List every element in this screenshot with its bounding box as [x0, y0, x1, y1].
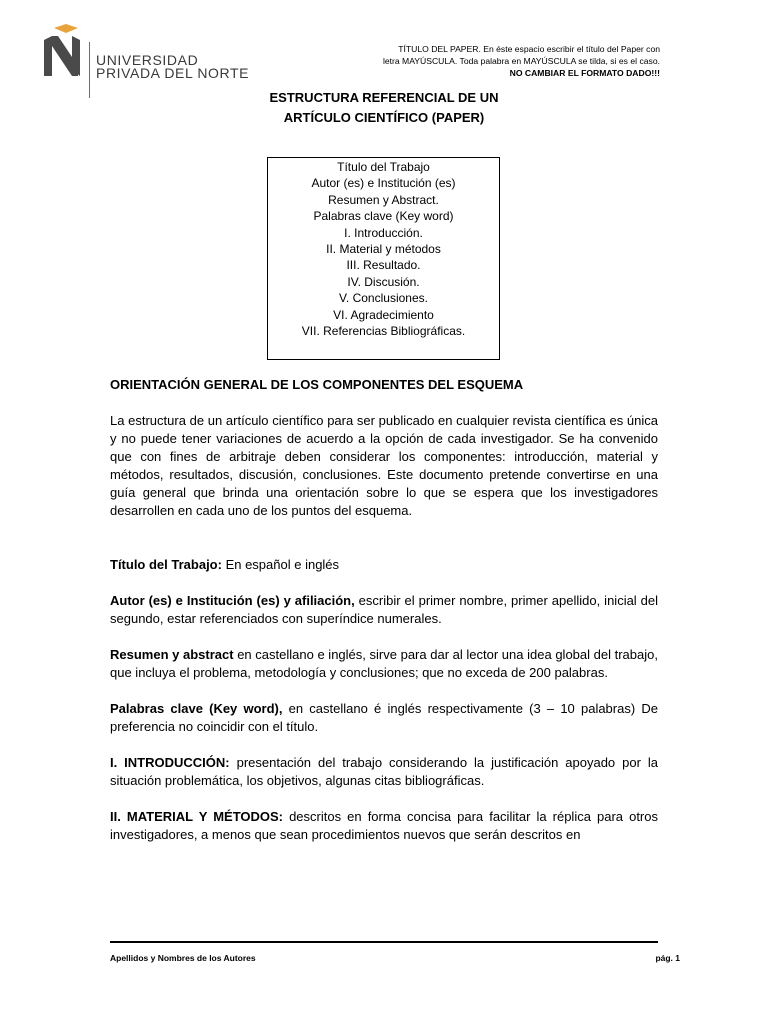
item-text: en castellano é inglés respectivamente (3 – 10 palabras) De preferencia no coincidir con el título.: [110, 701, 658, 734]
item-text: En español e inglés: [221, 557, 340, 572]
outline-item: II. Material y métodos: [326, 242, 441, 257]
upn-logo-icon: [40, 20, 88, 80]
item-paragraph: [110, 646, 658, 682]
item-paragraph: [110, 700, 658, 736]
outline-item: V. Conclusiones.: [339, 291, 428, 306]
item-label: Resumen y abstract: [110, 647, 234, 662]
item-label: Palabras clave (Key word),: [110, 701, 283, 716]
header-note-line-1: TÍTULO DEL PAPER. En éste espacio escribir el título del Paper con: [398, 44, 660, 54]
outline-item: VI. Agradecimiento: [333, 307, 434, 322]
item-paragraph: [110, 556, 658, 574]
body-content: [110, 376, 658, 862]
item-paragraph: [110, 808, 658, 844]
item-text: en castellano e inglés, sirve para dar al lector una idea global del trabajo, que incluya el problema, metodología y conclusiones; que no exceda de 200 palabras.: [110, 647, 658, 680]
outline-item: Palabras clave (Key word): [313, 209, 454, 224]
item-paragraph: [110, 754, 658, 790]
footer-divider: [110, 941, 658, 943]
logo-wordmark: [96, 54, 249, 80]
item-text: escribir el primer nombre, primer apellido, inicial del segundo, estar referenciados con superíndice numerales.: [110, 593, 658, 626]
intro-paragraph: La estructura de un artículo científico para ser publicado en cualquier revista científica es única y no puede tener variaciones de acuerdo a la opción de cada investigador. Se ha convenido que con fines de arbitraje deben considerar los componentes: introducción, material y métodos, resultados, discusión, conclusiones. Este documento pretende convertirse en una guía general que brinda una orientación sobre lo que se espera que los investigadores desarrollen en cada uno de los puntos del esquema.: [110, 413, 658, 518]
logo-line-2: PRIVADA DEL NORTE: [96, 65, 250, 81]
footer-authors: Apellidos y Nombres de los Autores: [110, 953, 256, 963]
item-label: Autor (es) e Institución (es) y afiliación,: [110, 593, 355, 608]
item-text: presentación del trabajo considerando la justificación apoyado por la situación problemática, los objetivos, algunas citas bibliográficas.: [110, 755, 658, 788]
item-label: Título del Trabajo:: [110, 557, 222, 572]
title-line-1: ESTRUCTURA REFERENCIAL DE UN: [269, 90, 499, 105]
title-line-2: ARTÍCULO CIENTÍFICO (PAPER): [283, 110, 485, 125]
outline-box: [267, 157, 500, 360]
item-text: descritos en forma concisa para facilitar la réplica para otros investigadores, a menos que sean procedimientos nuevos que serán descritos en: [110, 809, 658, 842]
header-note-line-2: letra MAYÚSCULA. Toda palabra en MAYÚSCULA se tilda, si es el caso.: [382, 56, 660, 66]
logo-divider: [89, 42, 90, 98]
outline-item: VII. Referencias Bibliográficas.: [301, 324, 466, 339]
page-number: pág. 1: [655, 953, 680, 963]
outline-item: Título del Trabajo: [337, 160, 430, 174]
outline-item: Resumen y Abstract.: [328, 192, 439, 207]
section-heading: ORIENTACIÓN GENERAL DE LOS COMPONENTES DEL ESQUEMA: [110, 377, 524, 392]
document-title: [110, 88, 658, 128]
outline-item: Autor (es) e Institución (es): [311, 176, 456, 191]
header-note: [360, 43, 660, 79]
header-note-warning: NO CAMBIAR EL FORMATO DADO!!!: [509, 68, 660, 78]
logo-line-1: UNIVERSIDAD: [96, 52, 199, 68]
item-label: II. MATERIAL Y MÉTODOS:: [110, 809, 284, 824]
outline-item: III. Resultado.: [346, 258, 421, 273]
outline-item: IV. Discusión.: [347, 274, 420, 289]
item-label: I. INTRODUCCIÓN:: [110, 755, 230, 770]
item-paragraph: [110, 592, 658, 628]
university-logo: [40, 20, 250, 84]
outline-item: I. Introducción.: [344, 225, 423, 240]
